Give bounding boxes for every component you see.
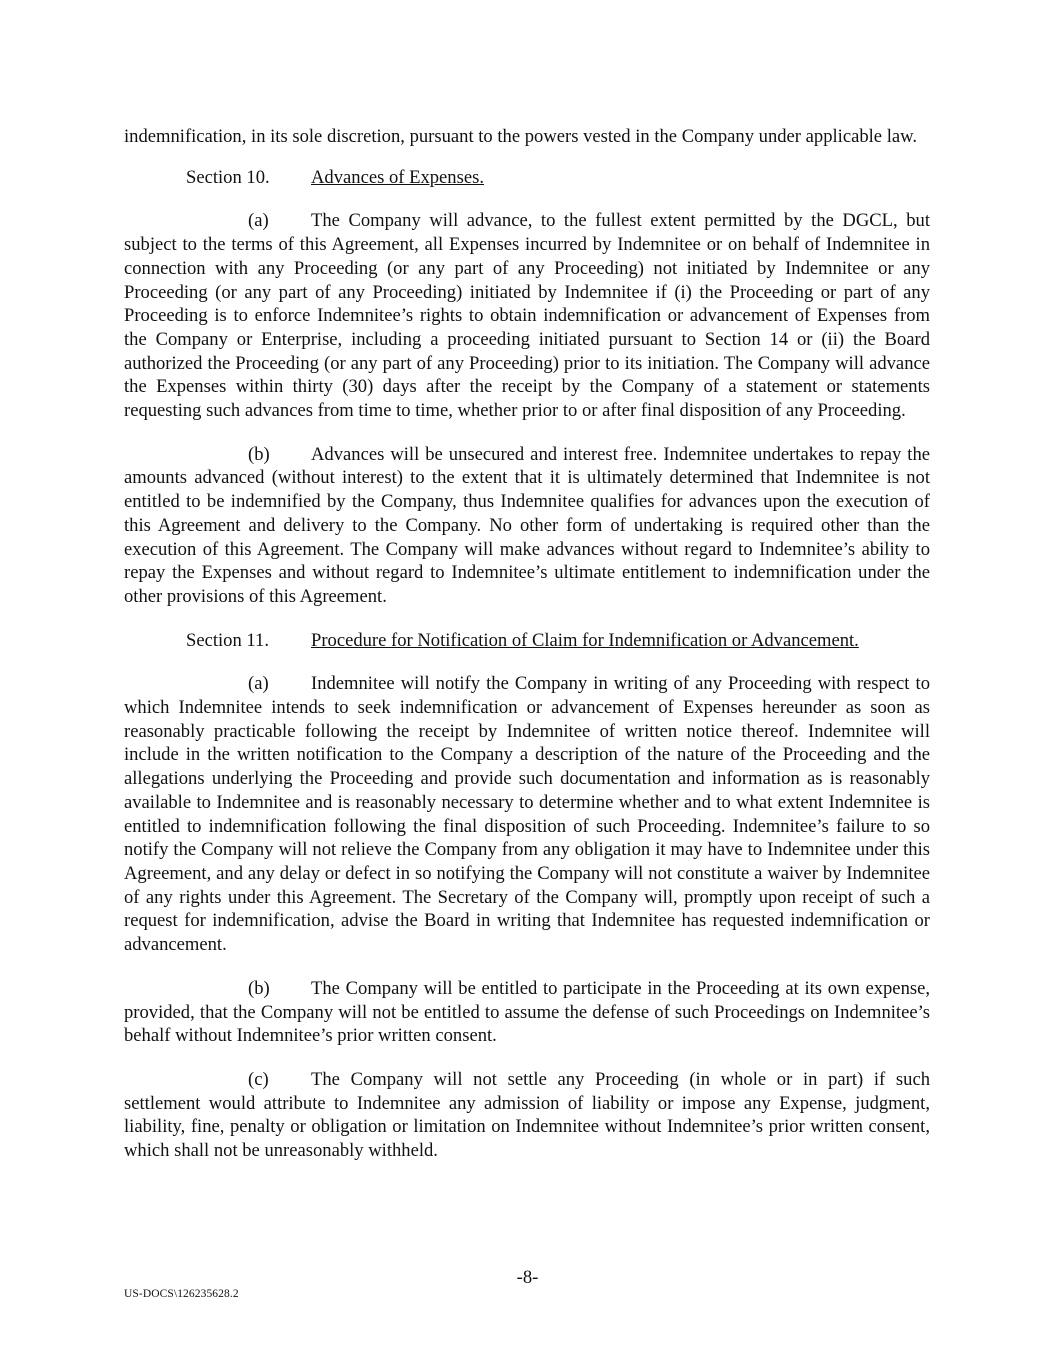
section-11-number: Section 11. bbox=[186, 629, 269, 651]
section-11-paragraph-a-label: (a) bbox=[248, 673, 269, 695]
section-10-paragraph-a bbox=[124, 209, 930, 422]
section-10-title: Advances of Expenses. bbox=[311, 166, 484, 188]
section-11-title: Procedure for Notification of Claim for Indemnification or Advancement. bbox=[311, 629, 859, 651]
section-11-heading bbox=[124, 629, 930, 653]
section-11-paragraph-c-label: (c) bbox=[248, 1068, 269, 1090]
section-10-paragraph-b-label: (b) bbox=[248, 443, 270, 465]
section-11-paragraph-c-text: The Company will not settle any Proceeding (in whole or in part) if such settlement would attribute to Indemnitee any admission of liability or impose any Expense, judgment, liability, fine, penalty or obligation or limitation on Indemnitee without Indemnitee’s prior written consent, which shall not be unreasonably withheld. bbox=[124, 1068, 930, 1162]
section-11-paragraph-c bbox=[124, 1068, 930, 1163]
page-number: -8- bbox=[516, 1267, 539, 1288]
intro-paragraph: indemnification, in its sole discretion, pursuant to the powers vested in the Company under applicable law. bbox=[124, 126, 917, 147]
section-11-paragraph-a-text: Indemnitee will notify the Company in writing of any Proceeding with respect to which Indemnitee intends to seek indemnification or advancement of Expenses hereunder as soon as reasonably practicable following the receipt by Indemnitee of written notice thereof. Indemnitee will include in the written notification to the Company a description of the nature of the Proceeding and the allegations underlying the Proceeding and provide such documentation and information as is reasonably available to Indemnitee and is reasonably necessary to determine whether and to what extent Indemnitee is entitled to indemnification following the final disposition of such Proceeding. Indemnitee’s failure to so notify the Company will not relieve the Company from any obligation it may have to Indemnitee under this Agreement, and any delay or defect in so notifying the Company will not constitute a waiver by Indemnitee of any rights under this Agreement. The Secretary of the Company will, promptly upon receipt of such a request for indemnification, advise the Board in writing that Indemnitee has requested indemnification or advancement. bbox=[124, 673, 930, 956]
section-11-paragraph-b bbox=[124, 977, 930, 1048]
section-11-paragraph-b-label: (b) bbox=[248, 977, 270, 999]
section-11-paragraph-b-text: The Company will be entitled to participate in the Proceeding at its own expense, provided, that the Company will not be entitled to assume the defense of such Proceedings on Indemnitee’s behalf without Indemnitee’s prior written consent. bbox=[124, 977, 930, 1047]
section-11-paragraph-a bbox=[124, 672, 930, 956]
section-10-paragraph-b bbox=[124, 443, 930, 609]
document-body bbox=[124, 125, 930, 1163]
section-10-paragraph-b-text: Advances will be unsecured and interest free. Indemnitee undertakes to repay the amounts advanced (without interest) to the extent that it is ultimately determined that Indemnitee is not entitled to be indemnified by the Company, thus Indemnitee qualifies for advances upon the execution of this Agreement and delivery to the Company. No other form of undertaking is required other than the execution of this Agreement. The Company will make advances without regard to Indemnitee’s ability to repay the Expenses and without regard to Indemnitee’s ultimate entitlement to indemnification under the other provisions of this Agreement. bbox=[124, 443, 930, 607]
document-id: US-DOCS\126235628.2 bbox=[124, 1288, 239, 1300]
section-10-paragraph-a-label: (a) bbox=[248, 210, 269, 232]
section-10-paragraph-a-text: The Company will advance, to the fullest extent permitted by the DGCL, but subject to the terms of this Agreement, all Expenses incurred by Indemnitee or on behalf of Indemnitee in connection with any Proceeding (or any part of any Proceeding) not initiated by Indemnitee or any Proceeding (or any part of any Proceeding) initiated by Indemnitee if (i) the Proceeding or part of any Proceeding is to enforce Indemnitee’s rights to obtain indemnification or advancement of Expenses from the Company or Enterprise, including a proceeding initiated pursuant to Section 14 or (ii) the Board authorized the Proceeding (or any part of any Proceeding) prior to its initiation. The Company will advance the Expenses within thirty (30) days after the receipt by the Company of a statement or statements requesting such advances from time to time, whether prior to or after final disposition of any Proceeding. bbox=[124, 210, 930, 422]
section-10-heading bbox=[124, 166, 930, 190]
section-10-number: Section 10. bbox=[186, 166, 270, 188]
